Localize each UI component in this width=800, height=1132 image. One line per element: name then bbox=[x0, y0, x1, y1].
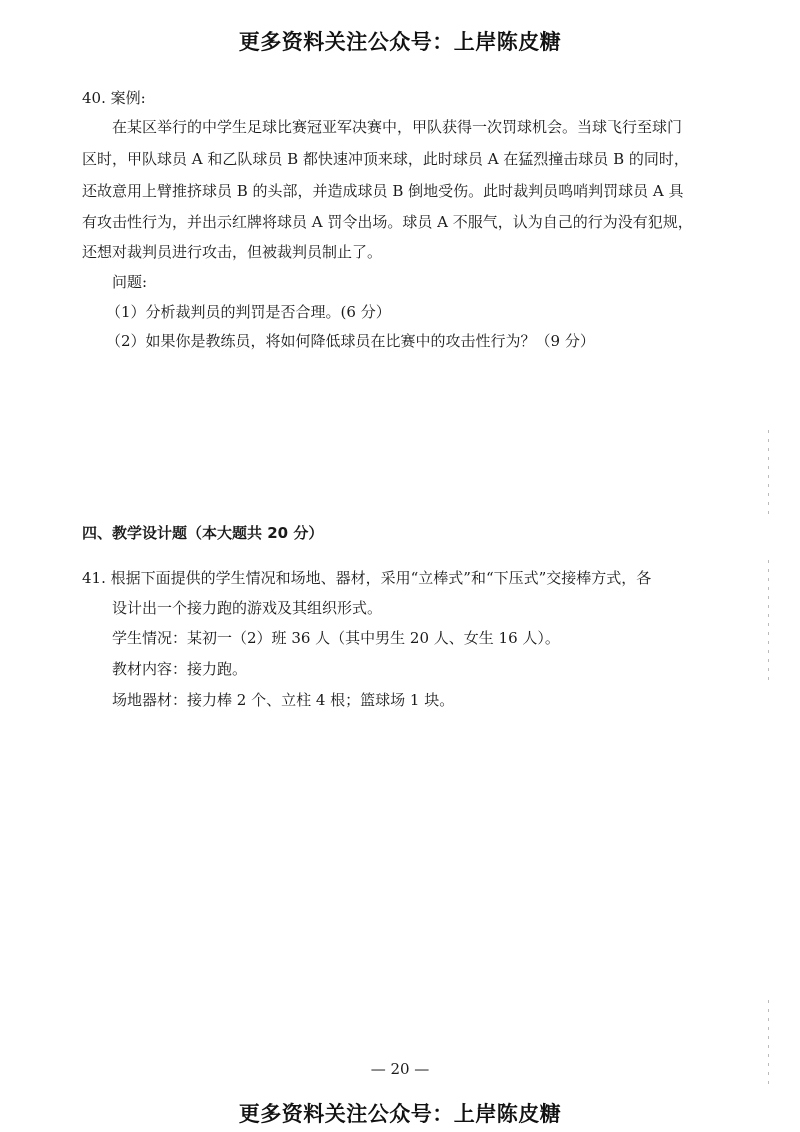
q40-heading: 40. 案例: bbox=[82, 89, 146, 107]
q41-students: 学生情况：某初一（2）班 36 人（其中男生 20 人、女生 16 人）。 bbox=[112, 629, 560, 647]
q41-line-2: 设计出一个接力跑的游戏及其组织形式。 bbox=[112, 599, 383, 617]
q41-content: 教材内容：接力跑。 bbox=[112, 660, 248, 678]
page-number: — 20 — bbox=[370, 1060, 430, 1078]
scan-artifact bbox=[768, 560, 769, 680]
q41-equipment: 场地器材：接力棒 2 个、立柱 4 根；篮球场 1 块。 bbox=[112, 691, 455, 709]
scan-artifact bbox=[768, 1000, 769, 1090]
watermark-bottom: 更多资料关注公众号：上岸陈皮糖 bbox=[238, 1102, 562, 1126]
q40-case-line-4: 有攻击性行为，并出示红牌将球员 A 罚令出场。球员 A 不服气，认为自己的行为没有犯规， bbox=[82, 213, 693, 231]
q41-line-1: 41. 根据下面提供的学生情况和场地、器材，采用“立棒式”和“下压式”交接棒方式，各 bbox=[82, 569, 652, 587]
q40-subquestion-1: （1）分析裁判员的判罚是否合理。(6 分） bbox=[106, 303, 391, 321]
section-4-title: 四、教学设计题（本大题共 20 分） bbox=[82, 524, 324, 542]
scan-artifact bbox=[768, 430, 769, 520]
q40-case-line-1: 在某区举行的中学生足球比赛冠亚军决赛中，甲队获得一次罚球机会。当球飞行至球门 bbox=[112, 118, 683, 136]
q40-subquestion-2: （2）如果你是教练员，将如何降低球员在比赛中的攻击性行为？（9 分） bbox=[106, 332, 595, 350]
q40-case-line-5: 还想对裁判员进行攻击，但被裁判员制止了。 bbox=[82, 243, 383, 261]
q40-question-label: 问题: bbox=[112, 273, 148, 291]
watermark-top: 更多资料关注公众号：上岸陈皮糖 bbox=[238, 30, 562, 54]
q40-case-line-3: 还故意用上臂推挤球员 B 的头部，并造成球员 B 倒地受伤。此时裁判员鸣哨判罚球员 A 具 bbox=[82, 182, 684, 200]
q40-case-line-2: 区时，甲队球员 A 和乙队球员 B 都快速冲顶来球，此时球员 A 在猛烈撞击球员 B 的同时， bbox=[82, 150, 689, 168]
